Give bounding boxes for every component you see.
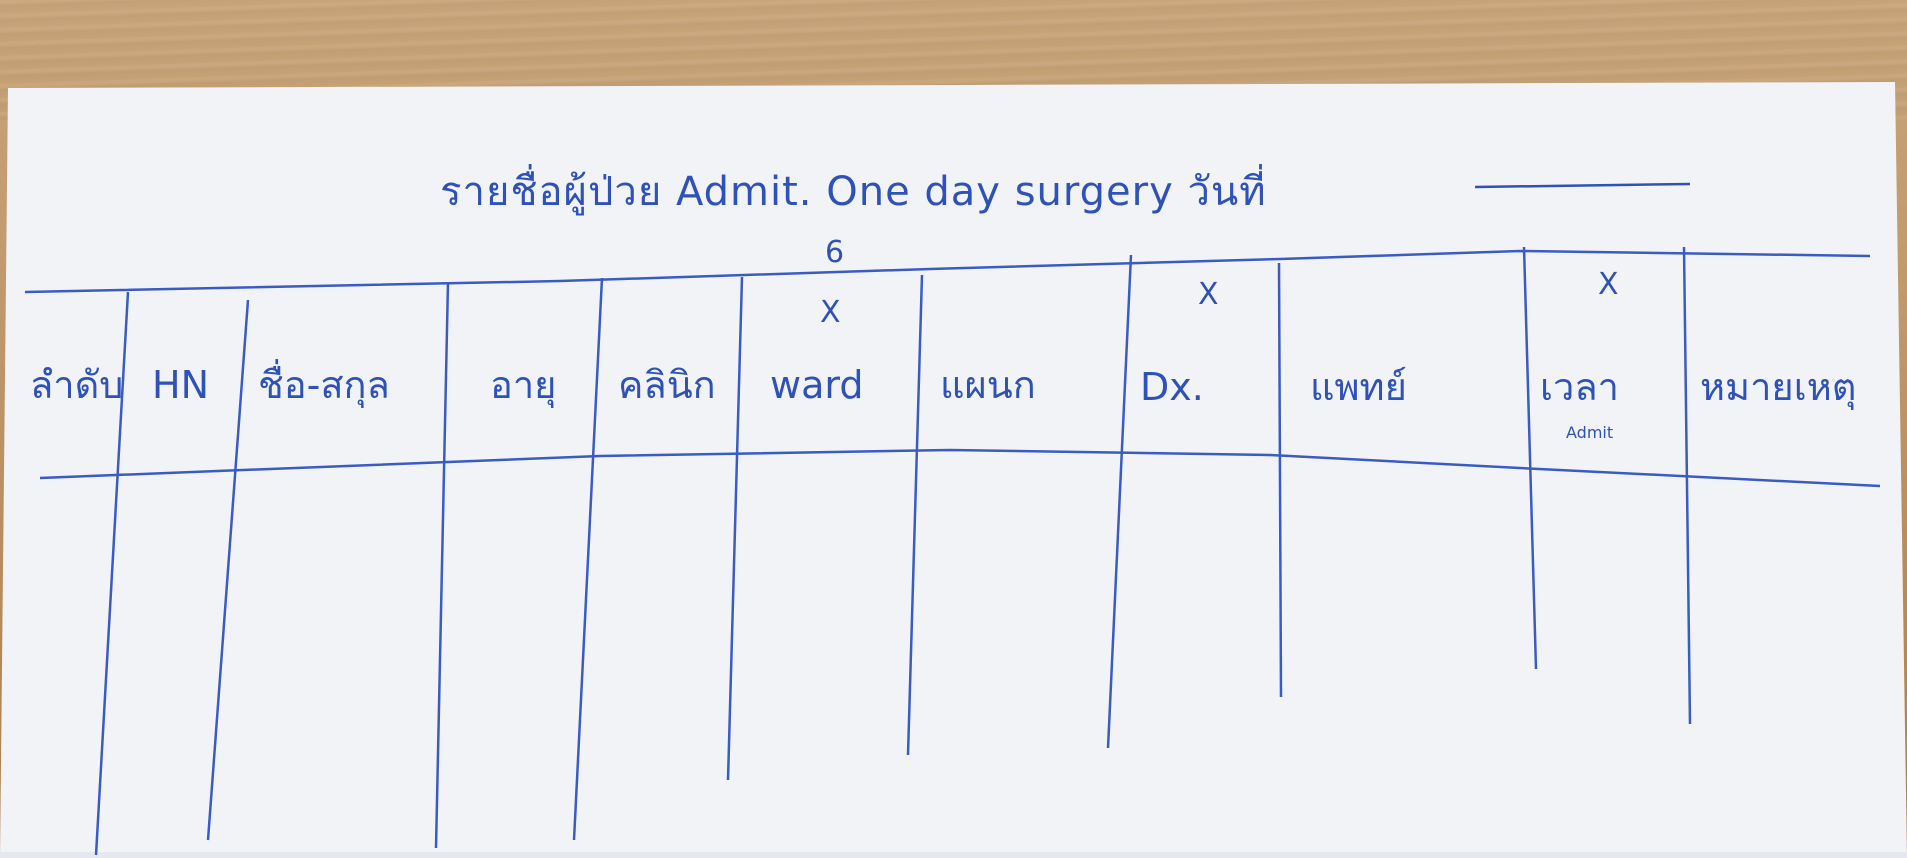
header-time: เวลา	[1540, 365, 1619, 409]
header-dx: Dx.	[1140, 365, 1204, 409]
time-cross-mark: X	[1598, 267, 1619, 302]
header-order: ลำดับ	[30, 363, 124, 407]
ward-cross-mark: X	[820, 295, 841, 330]
sheet-title: รายชื่อผู้ป่วย Admit. One day surgery วันที่	[440, 169, 1267, 215]
header-clinic: คลินิก	[618, 363, 716, 407]
header-hn: HN	[152, 363, 209, 407]
header-remarks: หมายเหตุ	[1700, 365, 1857, 409]
ward-number-mark: 6	[825, 235, 845, 270]
header-department: แผนก	[940, 363, 1036, 407]
header-name: ชื่อ-สกุล	[258, 363, 390, 407]
paper-shadow	[0, 852, 1907, 858]
header-ward: ward	[770, 363, 864, 407]
dx-cross-mark: X	[1198, 277, 1219, 312]
header-doctor: แพทย์	[1310, 365, 1407, 409]
header-age: อายุ	[490, 363, 557, 407]
header-time-subnote: Admit	[1566, 423, 1614, 442]
